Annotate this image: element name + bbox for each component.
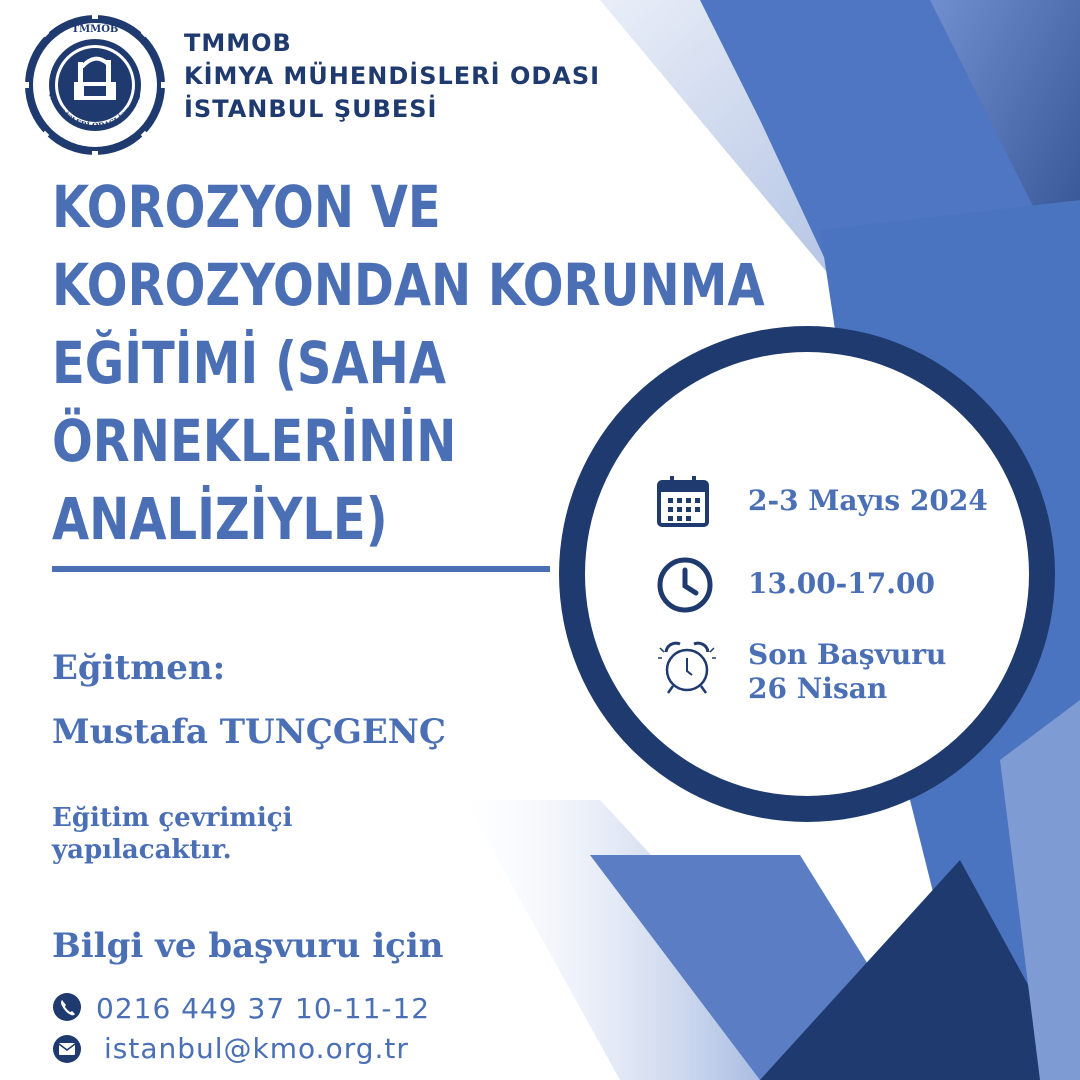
org-line-3: İSTANBUL ŞUBESİ [184,95,438,123]
contact-heading: Bilgi ve başvuru için [52,926,444,966]
event-date: 2-3 Mayıs 2024 [748,484,988,517]
deadline-line-1: Son Başvuru [748,638,947,671]
calendar-icon [656,474,710,528]
mail-icon [52,1034,82,1064]
title-line-2: KOROZYONDAN KORUNMA [52,251,765,319]
instructor-name: Mustafa TUNÇGENÇ [52,712,446,752]
deadline-line-2: 26 Nisan [748,672,888,705]
contact-phone[interactable]: 0216 449 37 10-11-12 [96,992,431,1025]
clock-icon [656,556,714,614]
online-note-line-2: yapılacaktır. [52,835,232,865]
logo-top-text: TMMOB [71,24,119,35]
event-time: 13.00-17.00 [748,567,935,600]
title-divider [52,566,550,572]
org-line-1: TMMOB [184,29,292,57]
title-line-1: KOROZYON VE [52,173,441,241]
tmmob-logo [22,12,168,158]
application-deadline [748,638,946,706]
instructor-label: Eğitmen: [52,648,226,688]
contact-email[interactable]: istanbul@kmo.org.tr [104,1032,409,1065]
title-line-3: EĞİTİMİ (SAHA [52,329,446,397]
org-line-2: KİMYA MÜHENDİSLERİ ODASI [184,62,601,90]
course-title [52,168,765,558]
title-line-4: ÖRNEKLERİNİN [52,407,457,475]
phone-icon [52,992,82,1022]
logo-ring-text: HENDİSLERİ ODASI İSTANB [46,91,143,131]
online-note [52,802,292,866]
title-line-5: ANALİZİYLE) [52,485,388,553]
alarm-clock-icon [656,638,718,698]
online-note-line-1: Eğitim çevrimiçi [52,803,293,833]
